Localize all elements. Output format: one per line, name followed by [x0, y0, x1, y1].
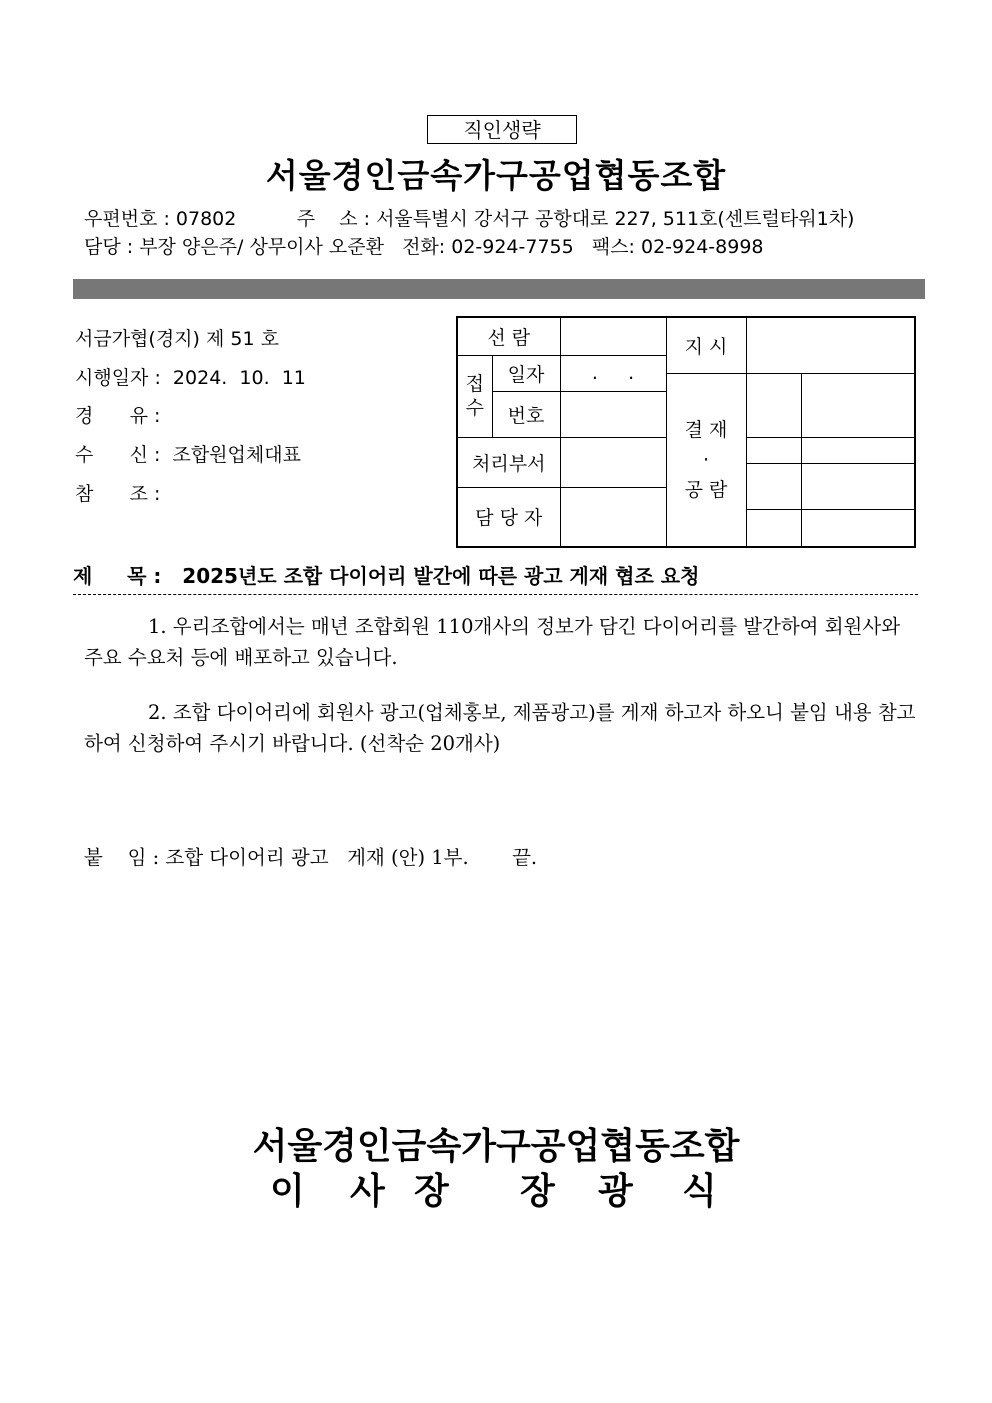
- date-label: 일자: [492, 355, 560, 391]
- contact-line: 담당 : 부장 양은주/ 상무이사 오준환 전화: 02-924-7755 팩스: 02-924-8998: [84, 236, 764, 258]
- footer-org-name: 서울경인금속가구공업협동조합: [252, 1125, 740, 1167]
- ceo-char-6: 식: [682, 1170, 717, 1212]
- header-divider-bar: [73, 279, 925, 299]
- sign-box-3b: [801, 463, 915, 509]
- number-label: 번호: [492, 391, 560, 437]
- seal-omitted-box: 직인생략: [427, 115, 577, 144]
- ceo-char-3: 장: [414, 1170, 449, 1212]
- via-field: 경 유 :: [75, 405, 161, 427]
- ceo-char-4: 장: [520, 1170, 555, 1212]
- sign-box-4a: [746, 509, 801, 547]
- body-paragraph-1: 1. 우리조합에서는 매년 조합회원 110개사의 정보가 담긴 다이어리를 발간하여 회원사와 주요 수요처 등에 배포하고 있습니다.: [84, 615, 901, 669]
- ceo-char-2: 사: [350, 1170, 385, 1212]
- jisi-label: 지 시: [666, 317, 746, 373]
- dept-cell: [560, 437, 666, 487]
- attachment-line: 붙 임 : 조합 다이어리 광고 게재 (안) 1부. 끝.: [84, 846, 538, 869]
- sign-box-4b: [801, 509, 915, 547]
- manager-label: 담 당 자: [457, 487, 560, 547]
- number-cell: [560, 391, 666, 437]
- approval-table: [456, 316, 916, 548]
- sign-box-3a: [746, 463, 801, 509]
- sign-box-1b: [801, 373, 915, 437]
- reference-field: 참 조 :: [75, 483, 161, 505]
- ceo-char-1: 이: [270, 1170, 305, 1212]
- body-paragraph-2: 2. 조합 다이어리에 회원사 광고(업체홍보, 제품광고)를 게재 하고자 하오니 붙임 내용 참고하여 신청하여 주시기 바랍니다. (선착순 20개사): [84, 701, 916, 755]
- sign-box-2b: [801, 437, 915, 463]
- sign-box-2a: [746, 437, 801, 463]
- jeopsu-label: 접 수: [457, 355, 492, 437]
- subject-divider: [73, 594, 918, 595]
- date-value: . .: [560, 355, 666, 391]
- address-line: 우편번호 : 07802 주 소 : 서울특별시 강서구 공항대로 227, 511호(센트럴타워1차): [84, 208, 855, 230]
- issue-date: 시행일자 : 2024. 10. 11: [75, 367, 306, 389]
- document-number: 서금가협(경지) 제 51 호: [75, 328, 279, 350]
- org-title: 서울경인금속가구공업협동조합: [265, 156, 727, 195]
- sign-box-1a: [746, 373, 801, 437]
- ceo-char-5: 광: [598, 1170, 633, 1212]
- recipient-field: 수 신 : 조합원업체대표: [75, 444, 301, 466]
- seonram-cell: [560, 317, 666, 355]
- manager-cell: [560, 487, 666, 547]
- dept-label: 처리부서: [457, 437, 560, 487]
- gyeoljae-label: 결 재 · 공 람: [666, 373, 746, 547]
- subject-line: 제 목 : 2025년도 조합 다이어리 발간에 따른 광고 게재 협조 요청: [73, 564, 700, 588]
- jisi-cell: [746, 317, 915, 373]
- seonram-label: 선 람: [457, 317, 560, 355]
